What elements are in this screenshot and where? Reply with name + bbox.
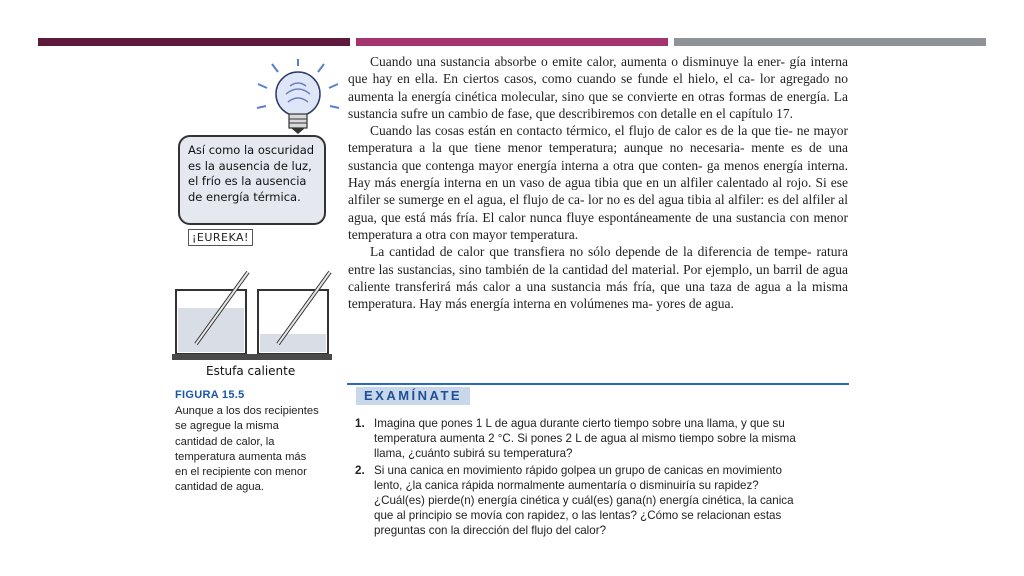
paragraph-2 xyxy=(348,122,848,243)
header-bar-gray xyxy=(674,38,986,46)
text-line: ratura entre las sustancias, sino también de la cantidad del material. Por ejemplo, xyxy=(348,244,849,277)
paragraph-3 xyxy=(348,243,848,312)
examinate-heading: EXAMÍNATE xyxy=(356,387,470,405)
text-line: mente es de una sustancia que contenga mayor energía interna a otra que conten- xyxy=(348,140,849,173)
bubble-line: de energía térmica. xyxy=(188,189,301,204)
text-line: yores de agua. xyxy=(656,296,734,312)
item-line: ¿Cuál(es) pierde(n) energía cinética y cuál(es) gana(n) energía cinética, la canica xyxy=(374,494,794,508)
speech-bubble xyxy=(178,135,326,225)
text-line: taza de agua a la misma temperatura. Hay más energía interna en volúmenes ma- xyxy=(348,278,849,312)
bubble-line: el frío es la ausencia xyxy=(188,174,307,188)
text-line: en un alfiler calentado al rojo. Si ese alfiler se sumerge en el agua, el flujo de ca- xyxy=(348,175,848,208)
caption-line: cantidad de calor, la xyxy=(175,435,275,448)
caption-line: cantidad de agua. xyxy=(175,481,264,494)
text-line: con detalle en el capítulo 17. xyxy=(637,105,793,121)
item-number: 2. xyxy=(355,463,365,477)
examinate-item xyxy=(355,416,855,462)
text-line: Cuando una sustancia absorbe o emite calor, aumenta o disminuye la ener- xyxy=(370,54,785,69)
body-text xyxy=(348,53,848,312)
text-line: Cuando las cosas están en contacto térmico, el flujo de calor es de la que tie- xyxy=(370,123,793,139)
item-line: temperatura aumenta 2 °C. Si pones 2 L de agua al mismo tiempo sobre la misma xyxy=(374,432,796,446)
examinate-rule xyxy=(347,383,849,385)
text-line: lor agregado no aumenta la energía cinética molecular, sino que se convierte en xyxy=(348,71,849,104)
item-line: Imagina que pones 1 L de agua durante cierto tiempo sobre una llama, y que su xyxy=(374,417,785,430)
text-line: ga menos energía interna. Hay más energía interna en un vaso de agua tibia que xyxy=(348,157,849,191)
item-line: llama, ¿cuánto subirá su temperatura? xyxy=(374,447,573,461)
figure-caption xyxy=(175,404,345,496)
stove-label: Estufa caliente xyxy=(206,364,296,378)
examinate-list xyxy=(355,416,855,540)
text-line: lor no es del agua tibia al alfiler: es del alfiler al agua, que está más fría. El calor xyxy=(348,192,848,225)
beaker-small xyxy=(258,272,330,354)
eureka-badge: ¡EUREKA! xyxy=(188,229,253,246)
bubble-line: es la ausencia de luz, xyxy=(188,158,312,173)
caption-line: en el recipiente con menor xyxy=(175,466,307,479)
text-line: mayor temperatura. xyxy=(472,226,579,242)
text-line: otras formas de energía. La sustancia sufre un cambio de fase, que describiremos xyxy=(348,88,848,121)
item-line: que al principio se movía con rapidez, o las lentas? ¿Cómo se relacionan estas xyxy=(374,509,782,523)
examinate-item xyxy=(355,463,855,539)
item-line: Si una canica en movimiento rápido golpea un grupo de canicas en movimiento xyxy=(374,463,782,477)
item-number: 1. xyxy=(355,417,365,430)
stove-plate xyxy=(172,354,332,360)
text-line: ne mayor temperatura a la que tiene menor temperatura; aunque no necesaria- xyxy=(348,123,848,156)
item-line: lento, ¿la canica rápida normalmente aumentaría o disminuiría su rapidez? xyxy=(374,478,759,492)
beaker-large xyxy=(176,272,248,354)
bubble-line: Así como la oscuridad xyxy=(188,143,315,157)
header-bar-magenta xyxy=(356,38,668,46)
header-bar-dark xyxy=(38,38,350,46)
caption-line: Aunque a los dos recipientes xyxy=(175,405,319,417)
text-line: nunca fluye espontáneamente de una sustancia con menor temperatura a otra con xyxy=(348,209,849,242)
figure-title: FIGURA 15.5 xyxy=(175,389,245,401)
text-line: gía interna que hay en ella. En ciertos casos, como cuando se funde el hielo, el ca- xyxy=(348,54,848,87)
text-line: La cantidad de calor que transfiera no sólo depende de la diferencia de tempe- xyxy=(370,244,812,260)
caption-line: se agregue la misma xyxy=(175,420,279,433)
lightbulb-icon xyxy=(257,59,339,134)
text-line: un barril de agua caliente transferirá más calor a una sustancia más fría, que una xyxy=(348,261,848,294)
item-line: preguntas con la dirección del flujo del calor? xyxy=(374,524,607,538)
paragraph-1 xyxy=(348,53,848,122)
caption-line: temperatura aumenta más xyxy=(175,450,307,463)
